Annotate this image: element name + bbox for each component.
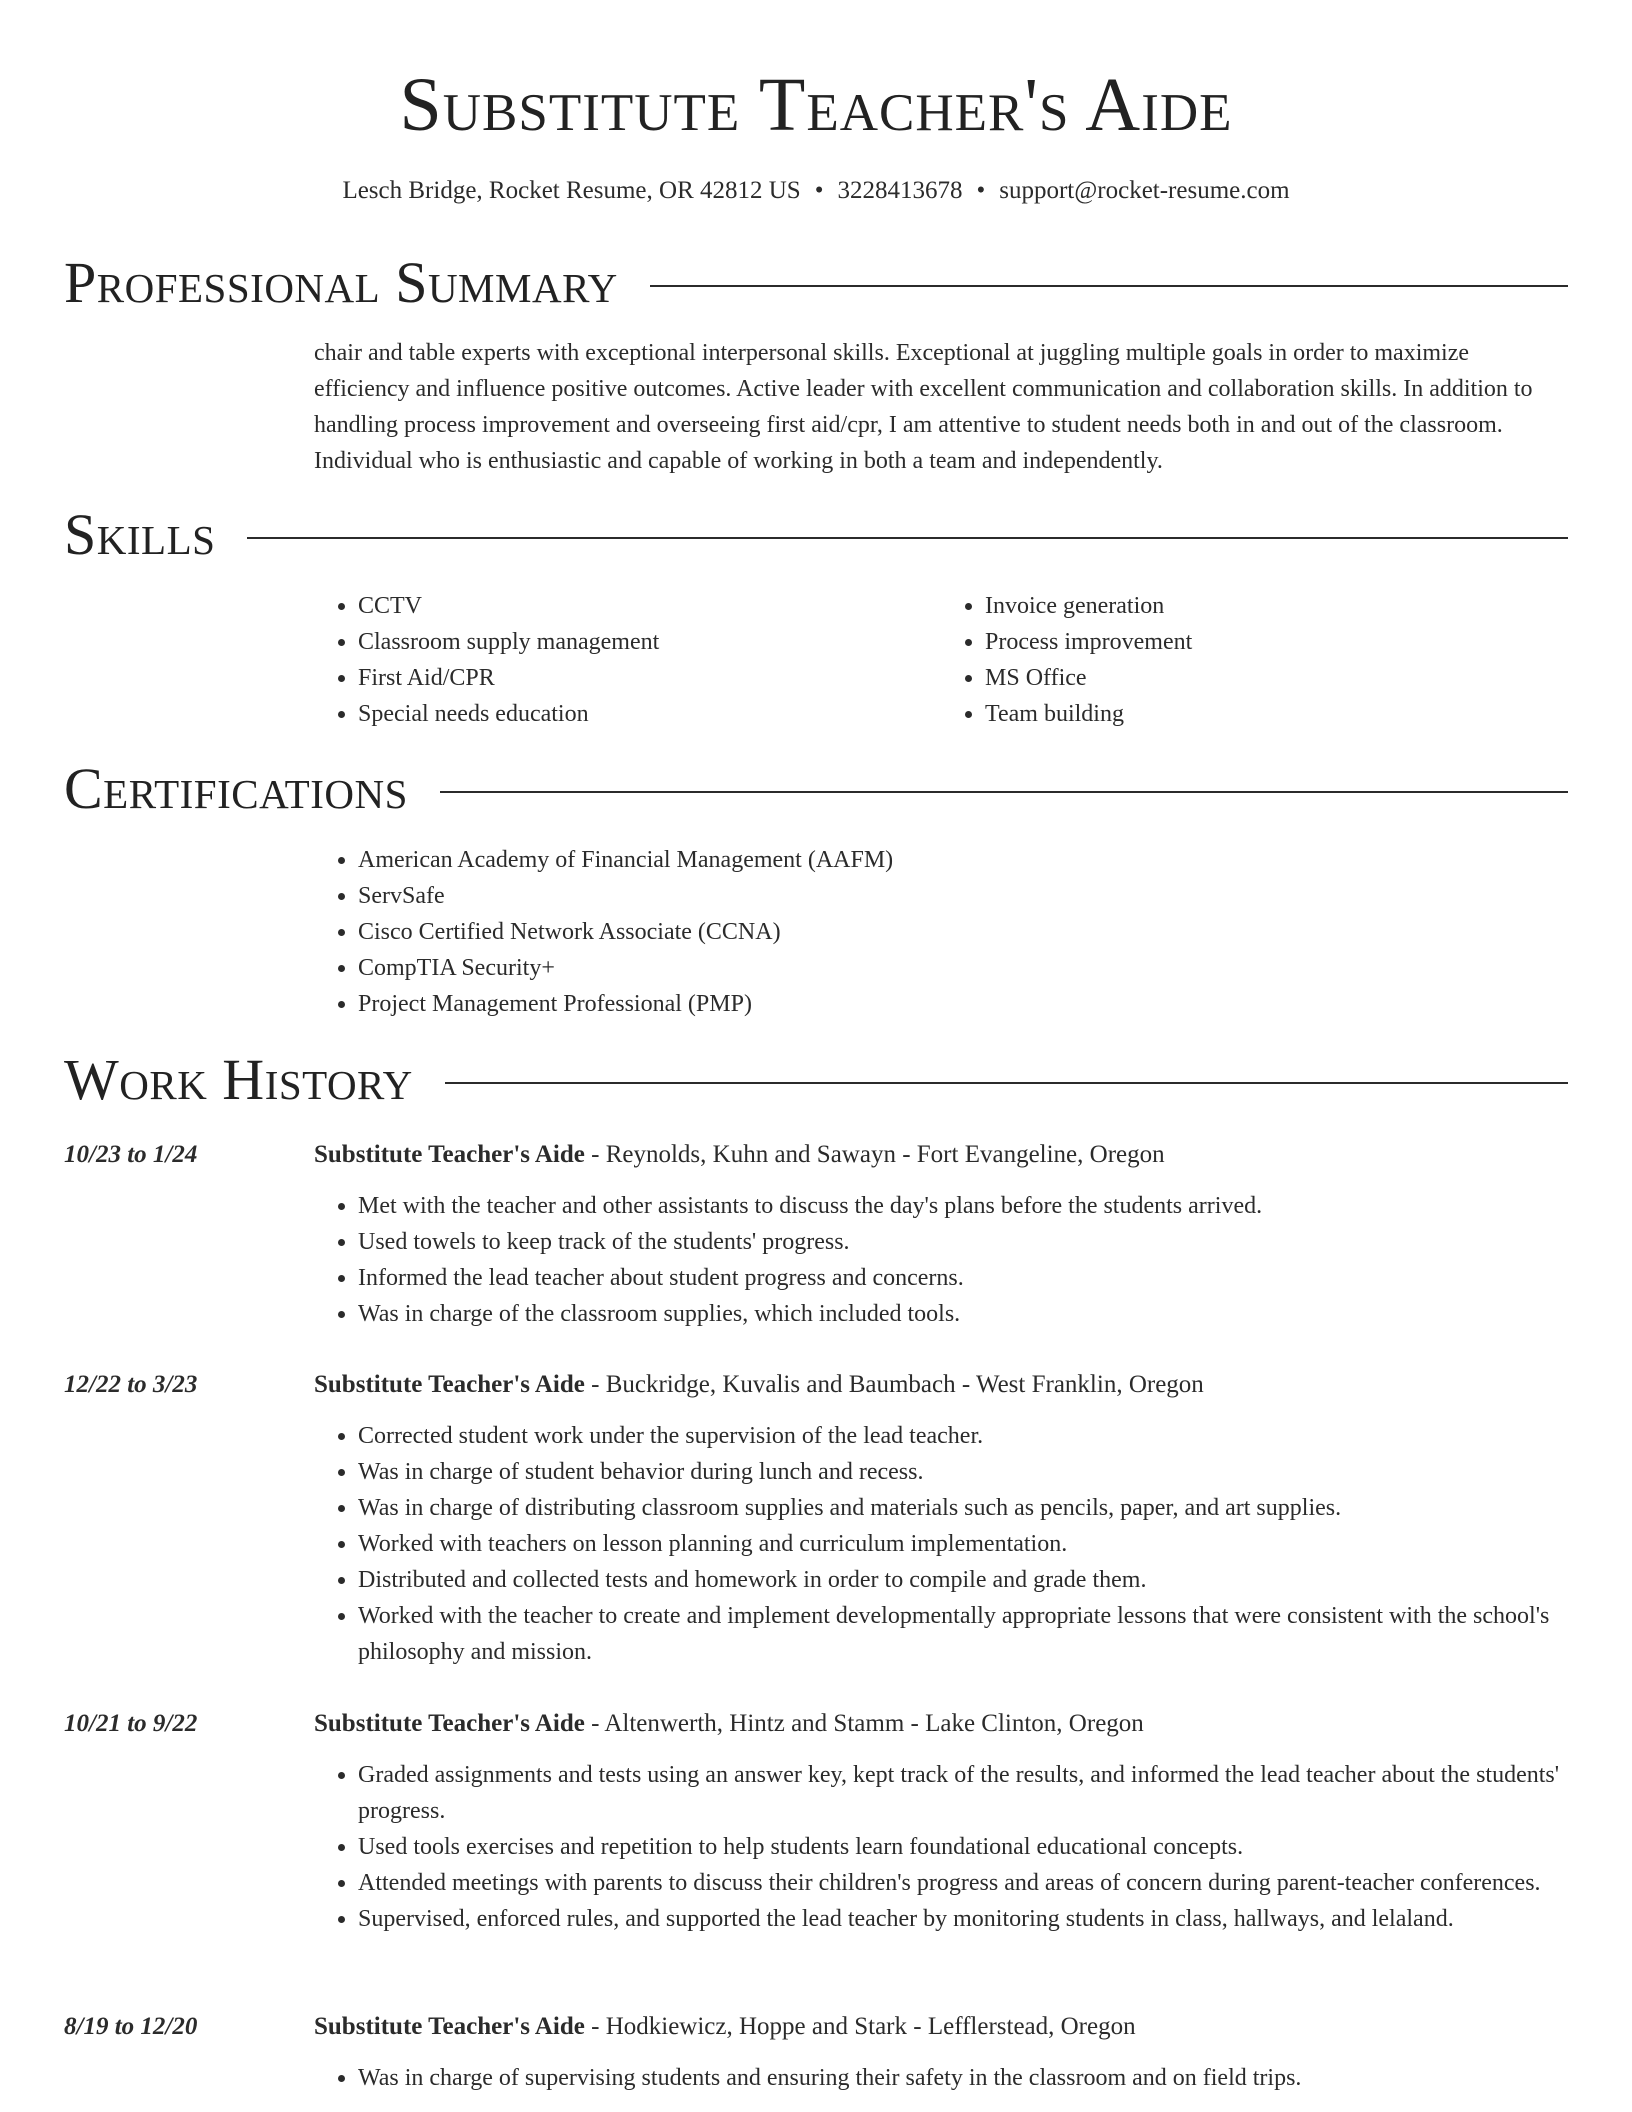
skill-item: • CCTV bbox=[358, 588, 941, 624]
work-bullets bbox=[314, 1188, 1568, 1332]
work-bullets bbox=[314, 1757, 1568, 1937]
section-heading-summary: Professional Summary bbox=[64, 250, 618, 315]
work-dates: 8/19 to 12/20 bbox=[64, 2013, 198, 2040]
section-divider bbox=[445, 1082, 1568, 1084]
work-employer: - Altenwerth, Hintz and Stamm - Lake Clinton, Oregon bbox=[584, 1710, 1144, 1737]
work-bullet: • Was in charge of the classroom supplies, which included tools. bbox=[358, 1296, 1568, 1332]
work-bullet: • Supervised, enforced rules, and supported the lead teacher by monitoring students in class, hallways, and lelaland. bbox=[358, 1901, 1568, 1937]
certifications-section bbox=[64, 754, 1568, 824]
contact-line bbox=[0, 174, 1632, 208]
work-dates: 10/23 to 1/24 bbox=[64, 1141, 198, 1168]
certifications-list bbox=[314, 842, 1568, 1022]
contact-separator: • bbox=[814, 177, 824, 204]
skill-item: • Team building bbox=[985, 696, 1568, 732]
certifications-body bbox=[314, 842, 1568, 1022]
work-bullet: • Was in charge of supervising students and ensuring their safety in the classroom and on field trips. bbox=[358, 2060, 1568, 2096]
skill-item: • Special needs education bbox=[358, 696, 941, 732]
section-heading-certifications: Certifications bbox=[64, 756, 408, 821]
certification-item: • Project Management Professional (PMP) bbox=[358, 986, 1568, 1022]
skill-item: • MS Office bbox=[985, 660, 1568, 696]
skill-item: • Classroom supply management bbox=[358, 624, 941, 660]
section-heading-work-history: Work History bbox=[64, 1047, 413, 1112]
work-content bbox=[314, 2010, 1568, 2096]
work-bullet: • Graded assignments and tests using an answer key, kept track of the results, and informed the lead teacher about the students' progress. bbox=[358, 1757, 1568, 1829]
summary-section bbox=[64, 248, 1568, 318]
section-heading-skills: Skills bbox=[64, 502, 216, 567]
work-dates: 10/21 to 9/22 bbox=[64, 1710, 198, 1737]
section-divider bbox=[440, 791, 1568, 793]
contact-phone: 3228413678 bbox=[837, 177, 963, 204]
contact-separator: • bbox=[976, 177, 986, 204]
work-dates: 12/22 to 3/23 bbox=[64, 1371, 198, 1398]
summary-text: chair and table experts with exceptional interpersonal skills. Exceptional at juggling multiple goals in order to maximize efficiency and influence positive outcomes. Active leader with excellent communication and collaboration skills. In addition to handling process improvement and overseeing first aid/cpr, I am attentive to student needs both in and out of the classroom. Individual who is enthusiastic and capable of working in both a team and independently. bbox=[314, 340, 1533, 474]
work-bullet: • Was in charge of student behavior during lunch and recess. bbox=[358, 1454, 1568, 1490]
work-bullet: • Worked with teachers on lesson planning and curriculum implementation. bbox=[358, 1526, 1568, 1562]
certification-item: • CompTIA Security+ bbox=[358, 950, 1568, 986]
certification-item: • American Academy of Financial Management (AAFM) bbox=[358, 842, 1568, 878]
work-heading bbox=[314, 1368, 1568, 1402]
work-bullet: • Used towels to keep track of the students' progress. bbox=[358, 1224, 1568, 1260]
summary-body bbox=[314, 335, 1568, 479]
contact-address: Lesch Bridge, Rocket Resume, OR 42812 US bbox=[342, 177, 801, 204]
certifications-heading-row bbox=[64, 754, 1568, 824]
skills-list-right bbox=[941, 588, 1568, 732]
work-bullet: • Used tools exercises and repetition to help students learn foundational educational concepts. bbox=[358, 1829, 1568, 1865]
work-heading bbox=[314, 1707, 1568, 1741]
work-history-section bbox=[64, 1045, 1568, 1115]
work-bullet: • Was in charge of distributing classroom supplies and materials such as pencils, paper, and art supplies. bbox=[358, 1490, 1568, 1526]
work-bullet: • Met with the teacher and other assistants to discuss the day's plans before the students arrived. bbox=[358, 1188, 1568, 1224]
work-bullet: • Distributed and collected tests and homework in order to compile and grade them. bbox=[358, 1562, 1568, 1598]
section-divider bbox=[650, 285, 1568, 287]
skills-list-left bbox=[314, 588, 941, 732]
work-bullet: • Corrected student work under the supervision of the lead teacher. bbox=[358, 1418, 1568, 1454]
work-employer: - Hodkiewicz, Hoppe and Stark - Lefflerstead, Oregon bbox=[584, 2013, 1136, 2040]
work-role: Substitute Teacher's Aide bbox=[314, 1141, 585, 1168]
work-employer: - Reynolds, Kuhn and Sawayn - Fort Evangeline, Oregon bbox=[584, 1141, 1165, 1168]
work-history-heading-row bbox=[64, 1045, 1568, 1115]
work-content bbox=[314, 1138, 1568, 1332]
skills-body bbox=[314, 588, 1568, 732]
skills-heading-row bbox=[64, 500, 1568, 570]
skills-grid bbox=[314, 588, 1568, 732]
contact-email[interactable]: support@rocket-resume.com bbox=[999, 177, 1290, 204]
skill-item: • Invoice generation bbox=[985, 588, 1568, 624]
work-employer: - Buckridge, Kuvalis and Baumbach - West Franklin, Oregon bbox=[584, 1371, 1204, 1398]
skills-section bbox=[64, 500, 1568, 570]
work-heading bbox=[314, 1138, 1568, 1172]
certification-item: • ServSafe bbox=[358, 878, 1568, 914]
summary-heading-row bbox=[64, 248, 1568, 318]
work-role: Substitute Teacher's Aide bbox=[314, 2013, 585, 2040]
work-role: Substitute Teacher's Aide bbox=[314, 1371, 585, 1398]
work-role: Substitute Teacher's Aide bbox=[314, 1710, 585, 1737]
work-bullet: • Attended meetings with parents to discuss their children's progress and areas of concern during parent-teacher conferences. bbox=[358, 1865, 1568, 1901]
section-divider bbox=[247, 537, 1568, 539]
skill-item: • Process improvement bbox=[985, 624, 1568, 660]
work-bullets bbox=[314, 1418, 1568, 1670]
certification-item: • Cisco Certified Network Associate (CCNA) bbox=[358, 914, 1568, 950]
work-bullets bbox=[314, 2060, 1568, 2096]
work-heading bbox=[314, 2010, 1568, 2044]
skill-item: • First Aid/CPR bbox=[358, 660, 941, 696]
work-bullet: • Worked with the teacher to create and implement developmentally appropriate lessons that were consistent with the school's philosophy and mission. bbox=[358, 1598, 1568, 1670]
work-content bbox=[314, 1707, 1568, 1937]
work-content bbox=[314, 1368, 1568, 1670]
page-title: Substitute Teacher's Aide bbox=[399, 63, 1233, 147]
work-bullet: • Informed the lead teacher about student progress and concerns. bbox=[358, 1260, 1568, 1296]
